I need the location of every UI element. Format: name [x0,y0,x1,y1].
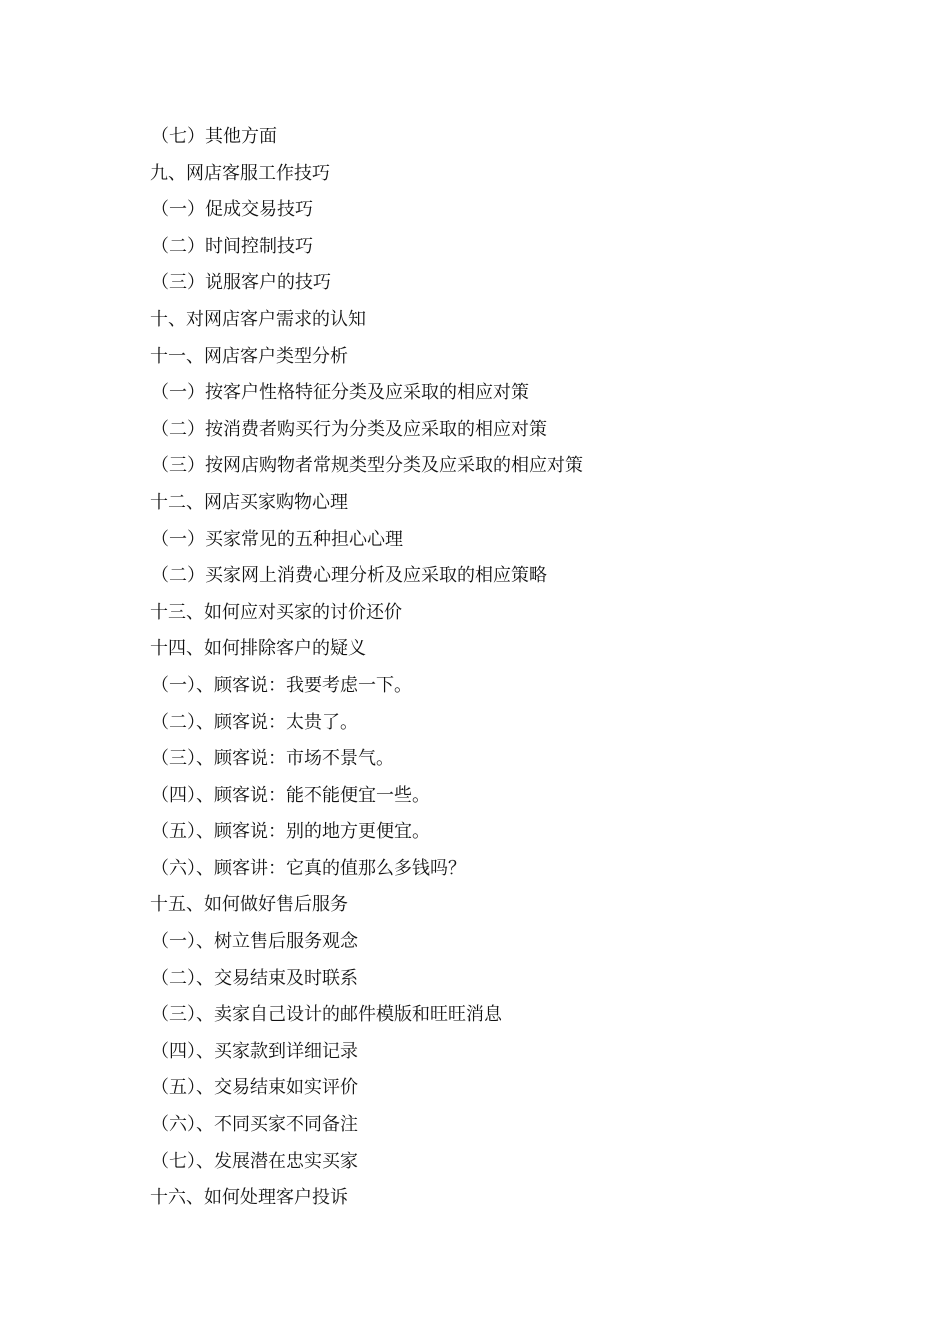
outline-item: （一）、树立售后服务观念 [151,931,358,953]
outline-item: 九、网店客服工作技巧 [150,162,330,184]
outline-item: （六）、顾客讲：它真的值那么多钱吗？ [151,857,466,879]
outline-item: （一）促成交易技巧 [151,199,313,221]
outline-item: 十三、如何应对买家的讨价还价 [150,601,402,623]
outline-item: （一）按客户性格特征分类及应采取的相应对策 [151,382,529,404]
outline-item: 十、对网店客户需求的认知 [150,308,366,330]
outline-item: （二）买家网上消费心理分析及应采取的相应策略 [151,565,547,587]
outline-list [150,119,583,1217]
outline-item: （五）、顾客说：别的地方更便宜。 [151,821,430,843]
outline-item: （二）、顾客说：太贵了。 [151,711,358,733]
outline-item: 十五、如何做好售后服务 [150,894,348,916]
outline-item: （一）、顾客说：我要考虑一下。 [151,674,412,696]
outline-item: （七）其他方面 [151,126,277,147]
outline-item: （五）、交易结束如实评价 [151,1077,358,1099]
outline-item: （四）、买家款到详细记录 [151,1040,358,1062]
outline-item: （二）时间控制技巧 [151,235,313,257]
outline-item: 十四、如何排除客户的疑义 [150,638,366,660]
outline-item: （三）说服客户的技巧 [151,272,331,294]
outline-item: （二）按消费者购买行为分类及应采取的相应对策 [151,418,547,440]
outline-item: （二）、交易结束及时联系 [151,967,358,989]
outline-item: 十二、网店买家购物心理 [150,491,348,513]
outline-item: （三）、卖家自己设计的邮件模版和旺旺消息 [151,1004,502,1026]
outline-item: （四）、顾客说：能不能便宜一些。 [151,784,430,806]
outline-item: （三）按网店购物者常规类型分类及应采取的相应对策 [151,455,583,477]
outline-item: （七）、发展潜在忠实买家 [151,1150,358,1172]
outline-item: 十一、网店客户类型分析 [150,345,348,367]
outline-item: 十六、如何处理客户投诉 [150,1187,348,1209]
outline-item: （一）买家常见的五种担心心理 [151,528,403,550]
outline-item: （三）、顾客说：市场不景气。 [151,748,394,770]
outline-item: （六）、不同买家不同备注 [151,1114,358,1136]
